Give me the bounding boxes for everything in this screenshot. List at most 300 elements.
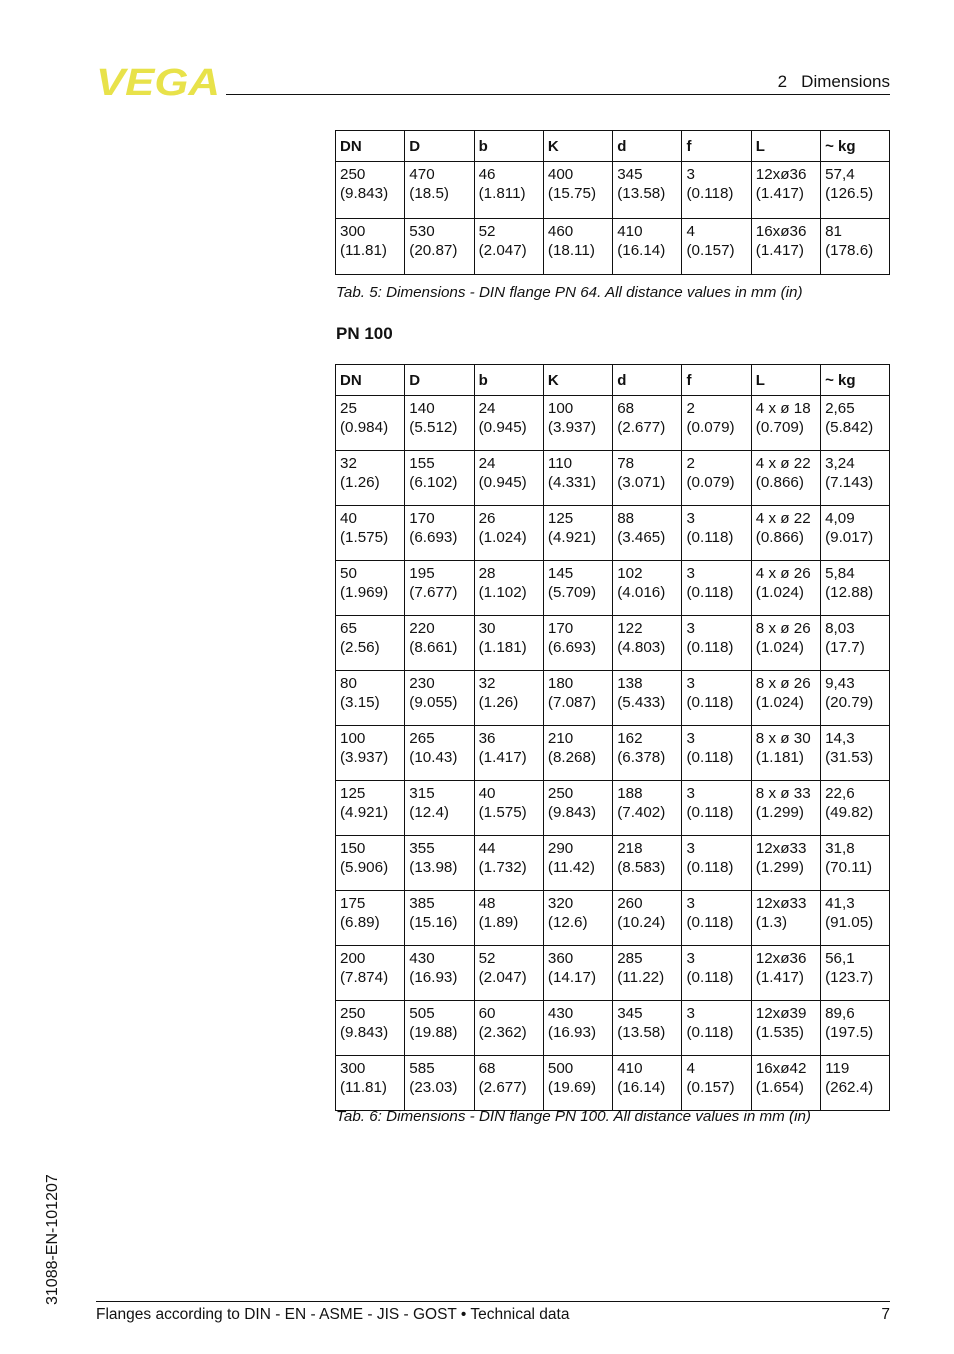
value-inch: (13.98): [409, 858, 458, 876]
table-cell: [405, 396, 474, 451]
value-mm: 52: [478, 949, 496, 967]
value-mm: 12xø36: [755, 166, 807, 183]
value-mm: 145: [547, 564, 574, 582]
table-cell: [543, 780, 612, 835]
value-inch: (18.11): [547, 241, 595, 259]
value-inch: (6.693): [547, 638, 597, 656]
table-cell: [336, 1000, 405, 1055]
table-cell: [613, 505, 682, 560]
column-header: DN: [336, 365, 405, 396]
table-cell: [682, 780, 751, 835]
value-inch: (11.81): [340, 241, 387, 259]
value-inch: (19.69): [547, 1078, 597, 1096]
value-inch: (6.378): [617, 748, 666, 766]
value-inch: (0.945): [478, 418, 527, 436]
value-inch: (1.575): [478, 803, 527, 821]
value-inch: (3.937): [547, 418, 597, 436]
value-inch: (0.118): [686, 583, 734, 601]
value-mm: 16xø42: [755, 1059, 807, 1077]
table-cell: [336, 615, 405, 670]
table-cell: [682, 396, 751, 451]
value-inch: (13.58): [617, 185, 666, 202]
value-inch: (16.93): [547, 1023, 597, 1041]
value-inch: (20.87): [409, 241, 458, 259]
value-mm: 460: [547, 222, 574, 240]
value-inch: (3.15): [340, 693, 380, 711]
value-mm: 188: [617, 784, 643, 802]
table-cell: [405, 162, 474, 219]
value-mm: 8 x ø 26: [755, 619, 811, 637]
value-mm: 119: [825, 1059, 850, 1077]
value-inch: (2.677): [617, 418, 666, 436]
value-mm: 2: [686, 454, 695, 472]
value-inch: (1.654): [755, 1078, 804, 1096]
value-inch: (7.402): [617, 803, 666, 821]
value-mm: 52: [478, 222, 496, 240]
table-cell: [543, 945, 612, 1000]
table-cell: [613, 615, 682, 670]
value-inch: (10.24): [617, 913, 666, 931]
column-header: ~ kg: [821, 365, 890, 396]
column-header: ~ kg: [821, 131, 890, 162]
value-inch: (0.118): [686, 858, 734, 876]
value-mm: 12xø36: [755, 949, 807, 967]
value-inch: (0.866): [755, 473, 804, 491]
value-inch: (1.181): [478, 638, 527, 656]
value-inch: (14.17): [547, 968, 597, 986]
value-mm: 14,3: [825, 729, 855, 747]
value-mm: 40: [340, 509, 357, 527]
table-header-row: [336, 365, 890, 396]
value-inch: (1.969): [340, 583, 389, 601]
value-mm: 345: [617, 1004, 643, 1022]
table-cell: [474, 725, 543, 780]
value-inch: (2.56): [340, 638, 380, 656]
value-mm: 9,43: [825, 674, 855, 692]
value-inch: (5.433): [617, 693, 666, 711]
header-rule: [226, 94, 890, 95]
table-cell: [543, 725, 612, 780]
value-mm: 12xø33: [755, 894, 807, 912]
value-mm: 500: [547, 1059, 574, 1077]
value-inch: (2.047): [478, 241, 527, 259]
value-inch: (6.89): [340, 913, 380, 931]
value-mm: 230: [409, 674, 435, 692]
table-cell: [821, 670, 890, 725]
table-cell: [682, 1055, 751, 1110]
value-mm: 315: [409, 784, 435, 802]
column-header: K: [543, 131, 612, 162]
table-cell: [751, 162, 820, 219]
value-mm: 22,6: [825, 784, 855, 802]
value-mm: 125: [340, 784, 366, 802]
value-mm: 32: [340, 454, 357, 472]
value-mm: 355: [409, 839, 435, 857]
value-inch: (0.157): [686, 1078, 735, 1096]
value-mm: 3,24: [825, 454, 855, 472]
footer-rule: [96, 1301, 890, 1302]
value-inch: (16.14): [617, 241, 666, 259]
table-cell: [682, 670, 751, 725]
value-inch: (7.143): [825, 473, 874, 491]
value-mm: 170: [409, 509, 435, 527]
table-cell: [474, 162, 543, 219]
column-header: f: [682, 365, 751, 396]
value-mm: 285: [617, 949, 643, 967]
table-cell: [821, 945, 890, 1000]
value-inch: (9.017): [825, 528, 874, 546]
table-cell: [682, 162, 751, 219]
value-mm: 260: [617, 894, 643, 912]
value-inch: (15.16): [409, 913, 458, 931]
value-inch: (1.024): [478, 528, 527, 546]
table-cell: [751, 890, 820, 945]
table-cell: [474, 218, 543, 275]
table-row: [336, 450, 890, 505]
table-cell: [613, 670, 682, 725]
value-mm: 46: [478, 166, 496, 183]
value-mm: 44: [478, 839, 496, 857]
table-cell: [821, 780, 890, 835]
table-cell: [613, 560, 682, 615]
value-inch: (2.362): [478, 1023, 527, 1041]
value-mm: 585: [409, 1059, 435, 1077]
table-cell: [474, 945, 543, 1000]
value-inch: (0.079): [686, 473, 735, 491]
value-mm: 8 x ø 33: [755, 784, 811, 802]
value-inch: (5.842): [825, 418, 874, 436]
value-mm: 210: [547, 729, 574, 747]
value-inch: (0.709): [755, 418, 804, 436]
value-mm: 4: [686, 1059, 695, 1077]
value-mm: 4 x ø 18: [755, 399, 811, 417]
value-inch: (1.3): [755, 913, 788, 931]
value-mm: 220: [409, 619, 435, 637]
table5-caption: Tab. 5: Dimensions - DIN flange PN 64. All distance values in mm (in): [336, 284, 803, 301]
value-mm: 300: [340, 1059, 366, 1077]
value-inch: (1.417): [755, 185, 804, 202]
table-cell: [751, 615, 820, 670]
value-mm: 3: [686, 729, 695, 747]
table-cell: [543, 835, 612, 890]
value-inch: (0.118): [686, 1023, 734, 1041]
value-inch: (178.6): [825, 241, 874, 259]
table-row: [336, 890, 890, 945]
table-cell: [474, 780, 543, 835]
table-cell: [821, 835, 890, 890]
column-header: f: [682, 131, 751, 162]
value-mm: 89,6: [825, 1004, 855, 1022]
value-inch: (2.677): [478, 1078, 527, 1096]
value-mm: 24: [478, 399, 496, 417]
table-cell: [405, 725, 474, 780]
value-mm: 3: [686, 949, 695, 967]
column-header: D: [405, 365, 474, 396]
table-cell: [613, 396, 682, 451]
value-mm: 200: [340, 949, 366, 967]
value-mm: 265: [409, 729, 435, 747]
value-inch: (0.079): [686, 418, 735, 436]
table-cell: [474, 890, 543, 945]
value-mm: 250: [547, 784, 574, 802]
value-inch: (12.6): [547, 913, 588, 931]
value-mm: 81: [825, 222, 842, 240]
table-cell: [336, 725, 405, 780]
vega-logo: [96, 66, 220, 98]
value-mm: 4 x ø 22: [755, 454, 811, 472]
value-mm: 430: [409, 949, 435, 967]
value-inch: (12.88): [825, 583, 874, 601]
value-mm: 36: [478, 729, 496, 747]
value-inch: (9.055): [409, 693, 458, 711]
table-cell: [474, 560, 543, 615]
value-inch: (0.984): [340, 418, 389, 436]
table-cell: [751, 945, 820, 1000]
table-cell: [682, 725, 751, 780]
value-inch: (0.118): [686, 638, 734, 656]
value-mm: 3: [686, 564, 695, 582]
table-cell: [405, 1000, 474, 1055]
value-mm: 102: [617, 564, 643, 582]
table-cell: [682, 560, 751, 615]
table-cell: [613, 162, 682, 219]
table-cell: [613, 1055, 682, 1110]
table-cell: [474, 450, 543, 505]
value-mm: 28: [478, 564, 496, 582]
column-header: L: [751, 131, 820, 162]
value-mm: 32: [478, 674, 496, 692]
table-cell: [543, 670, 612, 725]
document-code: 31088-EN-101207: [44, 1174, 61, 1305]
value-inch: (5.512): [409, 418, 458, 436]
table-cell: [405, 560, 474, 615]
table-row: [336, 1000, 890, 1055]
value-mm: 300: [340, 222, 366, 240]
value-mm: 345: [617, 166, 643, 183]
value-inch: (9.843): [340, 185, 389, 202]
table-cell: [474, 670, 543, 725]
table-cell: [613, 780, 682, 835]
value-mm: 3: [686, 674, 695, 692]
value-mm: 30: [478, 619, 496, 637]
value-mm: 410: [617, 1059, 643, 1077]
value-inch: (16.93): [409, 968, 458, 986]
value-inch: (4.016): [617, 583, 666, 601]
table-cell: [751, 1000, 820, 1055]
value-mm: 68: [617, 399, 635, 417]
value-mm: 12xø33: [755, 839, 807, 857]
table-cell: [336, 670, 405, 725]
value-inch: (0.118): [686, 748, 734, 766]
value-inch: (8.661): [409, 638, 458, 656]
table-cell: [682, 945, 751, 1000]
table-cell: [613, 945, 682, 1000]
value-mm: 3: [686, 509, 695, 527]
table-cell: [543, 890, 612, 945]
value-mm: 470: [409, 166, 435, 183]
table-cell: [336, 835, 405, 890]
value-inch: (0.118): [686, 693, 734, 711]
value-mm: 25: [340, 399, 357, 417]
value-mm: 56,1: [825, 949, 855, 967]
section-title: 2 Dimensions: [777, 72, 890, 91]
table-row: [336, 505, 890, 560]
table-row: [336, 1055, 890, 1110]
pn100-dimensions-table: [335, 364, 890, 1111]
value-inch: (6.102): [409, 473, 458, 491]
value-inch: (2.047): [478, 968, 527, 986]
value-mm: 290: [547, 839, 574, 857]
table-cell: [613, 450, 682, 505]
column-header: L: [751, 365, 820, 396]
value-mm: 2: [686, 399, 695, 417]
value-inch: (10.43): [409, 748, 458, 766]
value-inch: (16.14): [617, 1078, 666, 1096]
value-inch: (7.087): [547, 693, 597, 711]
table-row: [336, 396, 890, 451]
value-inch: (123.7): [825, 968, 874, 986]
value-mm: 60: [478, 1004, 496, 1022]
value-mm: 138: [617, 674, 643, 692]
value-mm: 57,4: [825, 166, 855, 183]
table-cell: [543, 1055, 612, 1110]
pn64-dimensions-table: [335, 130, 890, 275]
value-mm: 8,03: [825, 619, 855, 637]
value-mm: 40: [478, 784, 496, 802]
table-row: [336, 615, 890, 670]
value-inch: (12.4): [409, 803, 449, 821]
value-mm: 50: [340, 564, 357, 582]
value-inch: (4.331): [547, 473, 597, 491]
table-cell: [751, 780, 820, 835]
table-cell: [336, 780, 405, 835]
value-mm: 100: [340, 729, 366, 747]
value-mm: 3: [686, 784, 695, 802]
value-inch: (8.268): [547, 748, 597, 766]
value-mm: 360: [547, 949, 574, 967]
table-cell: [613, 835, 682, 890]
table-cell: [336, 890, 405, 945]
table-cell: [613, 1000, 682, 1055]
footer-text: Flanges according to DIN - EN - ASME - JIS - GOST • Technical data: [96, 1306, 570, 1323]
value-inch: (0.157): [686, 241, 735, 259]
table-cell: [405, 615, 474, 670]
table-cell: [821, 396, 890, 451]
table-row: [336, 835, 890, 890]
value-inch: (91.05): [825, 913, 874, 931]
table-cell: [474, 396, 543, 451]
value-inch: (1.024): [755, 583, 804, 601]
table-cell: [751, 560, 820, 615]
table-cell: [405, 945, 474, 1000]
value-mm: 3: [686, 894, 695, 912]
value-inch: (1.417): [755, 241, 804, 259]
table-cell: [682, 1000, 751, 1055]
table-cell: [336, 396, 405, 451]
value-mm: 320: [547, 894, 574, 912]
value-mm: 250: [340, 1004, 366, 1022]
value-mm: 175: [340, 894, 366, 912]
table-cell: [543, 162, 612, 219]
value-inch: (0.118): [686, 528, 734, 546]
value-inch: (4.921): [340, 803, 389, 821]
table-cell: [405, 1055, 474, 1110]
table-cell: [751, 835, 820, 890]
value-mm: 88: [617, 509, 635, 527]
value-mm: 8 x ø 30: [755, 729, 811, 747]
table-cell: [821, 725, 890, 780]
value-inch: (20.79): [825, 693, 874, 711]
value-inch: (5.709): [547, 583, 597, 601]
value-mm: 4: [686, 222, 695, 240]
value-mm: 5,84: [825, 564, 855, 582]
table-row: [336, 780, 890, 835]
table-cell: [405, 780, 474, 835]
column-header: b: [474, 131, 543, 162]
table-cell: [336, 450, 405, 505]
value-mm: 78: [617, 454, 635, 472]
value-mm: 26: [478, 509, 496, 527]
value-mm: 24: [478, 454, 496, 472]
table-cell: [474, 615, 543, 670]
value-inch: (197.5): [825, 1023, 874, 1041]
value-inch: (7.677): [409, 583, 458, 601]
table-cell: [543, 450, 612, 505]
value-inch: (126.5): [825, 185, 874, 202]
column-header: K: [543, 365, 612, 396]
value-inch: (15.75): [547, 185, 597, 202]
value-inch: (31.53): [825, 748, 874, 766]
table-cell: [821, 505, 890, 560]
value-inch: (9.843): [547, 803, 597, 821]
table-cell: [474, 1055, 543, 1110]
table-cell: [751, 218, 820, 275]
value-inch: (0.945): [478, 473, 527, 491]
value-inch: (1.102): [478, 583, 527, 601]
table-cell: [821, 1055, 890, 1110]
value-mm: 410: [617, 222, 643, 240]
value-mm: 385: [409, 894, 435, 912]
table-cell: [821, 615, 890, 670]
table-cell: [751, 505, 820, 560]
value-inch: (17.7): [825, 638, 865, 656]
value-inch: (8.583): [617, 858, 666, 876]
value-inch: (4.803): [617, 638, 666, 656]
value-mm: 12xø39: [755, 1004, 807, 1022]
table-cell: [336, 1055, 405, 1110]
table-cell: [405, 218, 474, 275]
table-cell: [405, 450, 474, 505]
value-inch: (1.89): [478, 913, 519, 931]
value-mm: 3: [686, 1004, 695, 1022]
value-mm: 100: [547, 399, 574, 417]
value-inch: (1.299): [755, 803, 804, 821]
value-mm: 3: [686, 166, 695, 183]
value-mm: 2,65: [825, 399, 855, 417]
value-mm: 4,09: [825, 509, 855, 527]
column-header: b: [474, 365, 543, 396]
value-mm: 218: [617, 839, 643, 857]
value-inch: (0.118): [686, 185, 734, 202]
table-cell: [682, 450, 751, 505]
value-inch: (1.299): [755, 858, 804, 876]
table-row: [336, 670, 890, 725]
value-inch: (1.535): [755, 1023, 804, 1041]
table-header-row: [336, 131, 890, 162]
value-mm: 505: [409, 1004, 435, 1022]
value-inch: (18.5): [409, 185, 449, 202]
value-inch: (7.874): [340, 968, 389, 986]
